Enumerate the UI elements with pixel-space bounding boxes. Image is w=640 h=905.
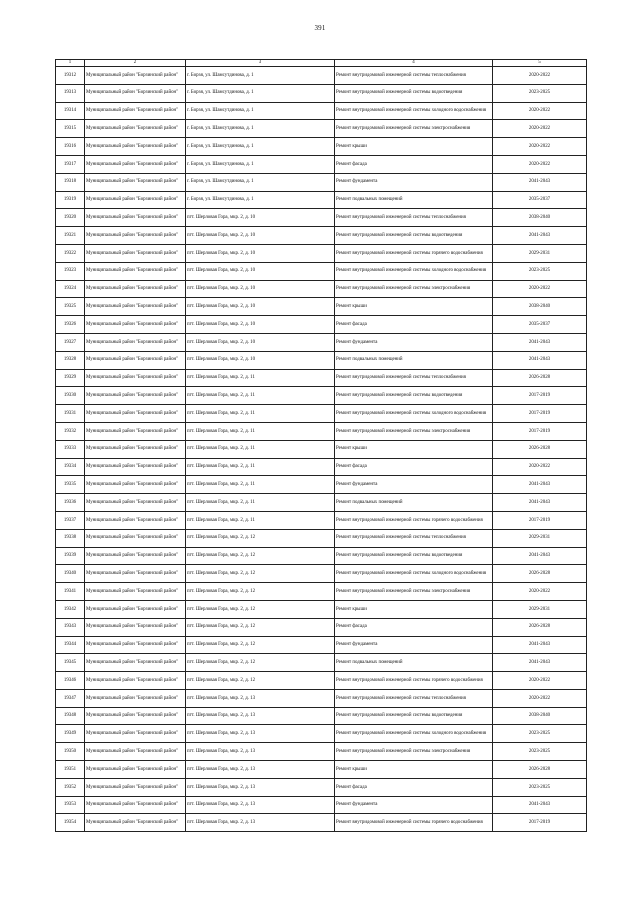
cell-period: 2041-2043 <box>493 547 587 565</box>
cell-period: 2041-2043 <box>493 494 587 512</box>
table-body <box>56 67 587 832</box>
cell-municipality: Муниципальный район "Борзинский район" <box>85 458 186 476</box>
cell-row-number: 19314 <box>56 102 85 120</box>
cell-work-type: Ремонт фасада <box>335 458 493 476</box>
cell-row-number: 19313 <box>56 84 85 102</box>
cell-row-number: 19337 <box>56 511 85 529</box>
cell-row-number: 19330 <box>56 387 85 405</box>
cell-municipality: Муниципальный район "Борзинский район" <box>85 155 186 173</box>
cell-municipality: Муниципальный район "Борзинский район" <box>85 298 186 316</box>
cell-work-type: Ремонт внутридомовой инженерной системы водоотведения <box>335 227 493 245</box>
table-row <box>56 689 587 707</box>
table-row <box>56 84 587 102</box>
cell-period: 2023-2025 <box>493 743 587 761</box>
cell-work-type: Ремонт крыши <box>335 440 493 458</box>
table-row <box>56 814 587 832</box>
cell-municipality: Муниципальный район "Борзинский район" <box>85 138 186 156</box>
cell-municipality: Муниципальный район "Борзинский район" <box>85 84 186 102</box>
cell-address: пгт. Шерловая Гора, мкр. 2, д. 10 <box>186 333 335 351</box>
cell-work-type: Ремонт фундамента <box>335 636 493 654</box>
table-row <box>56 155 587 173</box>
cell-municipality: Муниципальный район "Борзинский район" <box>85 351 186 369</box>
cell-period: 2020-2022 <box>493 583 587 601</box>
cell-period: 2041-2043 <box>493 476 587 494</box>
column-header-period: 5 <box>493 60 587 67</box>
cell-address: г. Борзя, ул. Шамсутдинова, д. 1 <box>186 120 335 138</box>
table-row <box>56 138 587 156</box>
cell-work-type: Ремонт внутридомовой инженерной системы электроснабжения <box>335 422 493 440</box>
cell-municipality: Муниципальный район "Борзинский район" <box>85 654 186 672</box>
cell-work-type: Ремонт внутридомовой инженерной системы электроснабжения <box>335 120 493 138</box>
cell-period: 2041-2043 <box>493 636 587 654</box>
cell-row-number: 19335 <box>56 476 85 494</box>
cell-work-type: Ремонт внутридомовой инженерной системы водоотведения <box>335 84 493 102</box>
cell-address: г. Борзя, ул. Шамсутдинова, д. 1 <box>186 191 335 209</box>
table-row <box>56 316 587 334</box>
table-row <box>56 262 587 280</box>
cell-period: 2026-2028 <box>493 440 587 458</box>
cell-work-type: Ремонт внутридомовой инженерной системы горячего водоснабжения <box>335 672 493 690</box>
cell-address: пгт. Шерловая Гора, мкр. 2, д. 13 <box>186 725 335 743</box>
cell-municipality: Муниципальный район "Борзинский район" <box>85 778 186 796</box>
cell-work-type: Ремонт фасада <box>335 618 493 636</box>
cell-row-number: 19345 <box>56 654 85 672</box>
table-row <box>56 618 587 636</box>
cell-work-type: Ремонт внутридомовой инженерной системы теплоснабжения <box>335 689 493 707</box>
cell-municipality: Муниципальный район "Борзинский район" <box>85 743 186 761</box>
cell-address: г. Борзя, ул. Шамсутдинова, д. 1 <box>186 155 335 173</box>
cell-municipality: Муниципальный район "Борзинский район" <box>85 405 186 423</box>
table-row <box>56 422 587 440</box>
cell-work-type: Ремонт фасада <box>335 155 493 173</box>
repair-schedule-table <box>55 59 587 832</box>
cell-period: 2020-2022 <box>493 458 587 476</box>
cell-municipality: Муниципальный район "Борзинский район" <box>85 227 186 245</box>
table-row <box>56 761 587 779</box>
cell-work-type: Ремонт крыши <box>335 600 493 618</box>
cell-municipality: Муниципальный район "Борзинский район" <box>85 547 186 565</box>
cell-municipality: Муниципальный район "Борзинский район" <box>85 636 186 654</box>
cell-row-number: 19320 <box>56 209 85 227</box>
cell-period: 2041-2043 <box>493 227 587 245</box>
cell-row-number: 19346 <box>56 672 85 690</box>
cell-address: г. Борзя, ул. Шамсутдинова, д. 1 <box>186 138 335 156</box>
cell-address: г. Борзя, ул. Шамсутдинова, д. 1 <box>186 67 335 85</box>
table-row <box>56 547 587 565</box>
cell-work-type: Ремонт внутридомовой инженерной системы электроснабжения <box>335 743 493 761</box>
cell-period: 2023-2025 <box>493 84 587 102</box>
table-row <box>56 120 587 138</box>
cell-municipality: Муниципальный район "Борзинский район" <box>85 209 186 227</box>
cell-period: 2020-2022 <box>493 120 587 138</box>
cell-municipality: Муниципальный район "Борзинский район" <box>85 67 186 85</box>
cell-row-number: 19318 <box>56 173 85 191</box>
cell-work-type: Ремонт подвальных помещений <box>335 654 493 672</box>
cell-period: 2017-2019 <box>493 814 587 832</box>
cell-row-number: 19323 <box>56 262 85 280</box>
table-row <box>56 369 587 387</box>
cell-period: 2020-2022 <box>493 67 587 85</box>
cell-address: пгт. Шерловая Гора, мкр. 2, д. 13 <box>186 796 335 814</box>
cell-work-type: Ремонт внутридомовой инженерной системы горячего водоснабжения <box>335 511 493 529</box>
cell-work-type: Ремонт фундамента <box>335 333 493 351</box>
cell-work-type: Ремонт внутридомовой инженерной системы горячего водоснабжения <box>335 814 493 832</box>
table-row <box>56 600 587 618</box>
cell-address: пгт. Шерловая Гора, мкр. 2, д. 12 <box>186 547 335 565</box>
cell-municipality: Муниципальный район "Борзинский район" <box>85 333 186 351</box>
cell-work-type: Ремонт внутридомовой инженерной системы холодного водоснабжения <box>335 565 493 583</box>
cell-municipality: Муниципальный район "Борзинский район" <box>85 440 186 458</box>
cell-period: 2026-2028 <box>493 565 587 583</box>
cell-address: пгт. Шерловая Гора, мкр. 2, д. 10 <box>186 209 335 227</box>
table-row <box>56 778 587 796</box>
cell-address: пгт. Шерловая Гора, мкр. 2, д. 13 <box>186 707 335 725</box>
table-row <box>56 672 587 690</box>
cell-municipality: Муниципальный район "Борзинский район" <box>85 761 186 779</box>
cell-period: 2029-2031 <box>493 529 587 547</box>
table-row <box>56 387 587 405</box>
cell-work-type: Ремонт крыши <box>335 761 493 779</box>
cell-address: пгт. Шерловая Гора, мкр. 2, д. 13 <box>186 761 335 779</box>
cell-row-number: 19316 <box>56 138 85 156</box>
cell-period: 2020-2022 <box>493 689 587 707</box>
cell-row-number: 19321 <box>56 227 85 245</box>
table-row <box>56 529 587 547</box>
cell-period: 2029-2031 <box>493 600 587 618</box>
cell-period: 2041-2043 <box>493 173 587 191</box>
cell-work-type: Ремонт фундамента <box>335 476 493 494</box>
cell-address: пгт. Шерловая Гора, мкр. 2, д. 12 <box>186 672 335 690</box>
cell-address: пгт. Шерловая Гора, мкр. 2, д. 10 <box>186 316 335 334</box>
cell-address: пгт. Шерловая Гора, мкр. 2, д. 10 <box>186 227 335 245</box>
cell-address: пгт. Шерловая Гора, мкр. 2, д. 11 <box>186 369 335 387</box>
table-row <box>56 102 587 120</box>
cell-work-type: Ремонт внутридомовой инженерной системы горячего водоснабжения <box>335 244 493 262</box>
cell-municipality: Муниципальный район "Борзинский район" <box>85 511 186 529</box>
cell-row-number: 19334 <box>56 458 85 476</box>
cell-address: пгт. Шерловая Гора, мкр. 2, д. 11 <box>186 494 335 512</box>
cell-row-number: 19324 <box>56 280 85 298</box>
cell-row-number: 19351 <box>56 761 85 779</box>
table-row <box>56 173 587 191</box>
cell-municipality: Муниципальный район "Борзинский район" <box>85 280 186 298</box>
cell-address: пгт. Шерловая Гора, мкр. 2, д. 11 <box>186 422 335 440</box>
table-row <box>56 298 587 316</box>
table-row <box>56 583 587 601</box>
cell-period: 2020-2022 <box>493 672 587 690</box>
cell-address: пгт. Шерловая Гора, мкр. 2, д. 11 <box>186 476 335 494</box>
cell-row-number: 19327 <box>56 333 85 351</box>
cell-work-type: Ремонт подвальных помещений <box>335 351 493 369</box>
cell-municipality: Муниципальный район "Борзинский район" <box>85 494 186 512</box>
cell-address: пгт. Шерловая Гора, мкр. 2, д. 12 <box>186 600 335 618</box>
table-row <box>56 796 587 814</box>
table-row <box>56 244 587 262</box>
table-row <box>56 636 587 654</box>
cell-row-number: 19349 <box>56 725 85 743</box>
cell-municipality: Муниципальный район "Борзинский район" <box>85 600 186 618</box>
cell-period: 2017-2019 <box>493 387 587 405</box>
cell-row-number: 19352 <box>56 778 85 796</box>
cell-period: 2020-2022 <box>493 138 587 156</box>
cell-period: 2026-2028 <box>493 618 587 636</box>
cell-address: пгт. Шерловая Гора, мкр. 2, д. 12 <box>186 565 335 583</box>
table-row <box>56 280 587 298</box>
cell-work-type: Ремонт крыши <box>335 138 493 156</box>
cell-period: 2023-2025 <box>493 262 587 280</box>
cell-work-type: Ремонт внутридомовой инженерной системы водоотведения <box>335 387 493 405</box>
cell-row-number: 19315 <box>56 120 85 138</box>
column-header-municipality: 2 <box>85 60 186 67</box>
cell-municipality: Муниципальный район "Борзинский район" <box>85 814 186 832</box>
cell-municipality: Муниципальный район "Борзинский район" <box>85 565 186 583</box>
cell-work-type: Ремонт фасада <box>335 778 493 796</box>
table-row <box>56 654 587 672</box>
cell-municipality: Муниципальный район "Борзинский район" <box>85 369 186 387</box>
cell-municipality: Муниципальный район "Борзинский район" <box>85 672 186 690</box>
cell-period: 2017-2019 <box>493 511 587 529</box>
cell-period: 2026-2028 <box>493 761 587 779</box>
cell-work-type: Ремонт фундамента <box>335 796 493 814</box>
cell-municipality: Муниципальный район "Борзинский район" <box>85 725 186 743</box>
cell-row-number: 19312 <box>56 67 85 85</box>
cell-row-number: 19322 <box>56 244 85 262</box>
table-row <box>56 458 587 476</box>
cell-work-type: Ремонт внутридомовой инженерной системы водоотведения <box>335 707 493 725</box>
cell-municipality: Муниципальный район "Борзинский район" <box>85 529 186 547</box>
cell-period: 2017-2019 <box>493 422 587 440</box>
cell-period: 2035-2037 <box>493 191 587 209</box>
cell-row-number: 19354 <box>56 814 85 832</box>
cell-row-number: 19341 <box>56 583 85 601</box>
cell-address: пгт. Шерловая Гора, мкр. 2, д. 10 <box>186 280 335 298</box>
cell-work-type: Ремонт внутридомовой инженерной системы холодного водоснабжения <box>335 102 493 120</box>
cell-row-number: 19317 <box>56 155 85 173</box>
cell-municipality: Муниципальный район "Борзинский район" <box>85 583 186 601</box>
cell-municipality: Муниципальный район "Борзинский район" <box>85 102 186 120</box>
cell-period: 2035-2037 <box>493 316 587 334</box>
cell-work-type: Ремонт крыши <box>335 298 493 316</box>
cell-address: пгт. Шерловая Гора, мкр. 2, д. 12 <box>186 583 335 601</box>
cell-period: 2041-2043 <box>493 654 587 672</box>
cell-address: пгт. Шерловая Гора, мкр. 2, д. 12 <box>186 654 335 672</box>
cell-municipality: Муниципальный район "Борзинский район" <box>85 387 186 405</box>
cell-work-type: Ремонт внутридомовой инженерной системы электроснабжения <box>335 280 493 298</box>
cell-municipality: Муниципальный район "Борзинский район" <box>85 707 186 725</box>
cell-address: пгт. Шерловая Гора, мкр. 2, д. 11 <box>186 511 335 529</box>
cell-municipality: Муниципальный район "Борзинский район" <box>85 618 186 636</box>
cell-period: 2026-2028 <box>493 369 587 387</box>
cell-work-type: Ремонт внутридомовой инженерной системы теплоснабжения <box>335 209 493 227</box>
table-row <box>56 440 587 458</box>
cell-period: 2038-2040 <box>493 707 587 725</box>
table-row <box>56 511 587 529</box>
cell-period: 2023-2025 <box>493 778 587 796</box>
cell-row-number: 19319 <box>56 191 85 209</box>
cell-work-type: Ремонт внутридомовой инженерной системы теплоснабжения <box>335 67 493 85</box>
page-number: 391 <box>314 24 326 32</box>
table-row <box>56 351 587 369</box>
cell-row-number: 19338 <box>56 529 85 547</box>
cell-municipality: Муниципальный район "Борзинский район" <box>85 262 186 280</box>
cell-period: 2041-2043 <box>493 333 587 351</box>
cell-period: 2041-2043 <box>493 351 587 369</box>
cell-address: пгт. Шерловая Гора, мкр. 2, д. 13 <box>186 689 335 707</box>
cell-work-type: Ремонт внутридомовой инженерной системы водоотведения <box>335 547 493 565</box>
cell-address: пгт. Шерловая Гора, мкр. 2, д. 12 <box>186 636 335 654</box>
table-row <box>56 707 587 725</box>
cell-address: пгт. Шерловая Гора, мкр. 2, д. 13 <box>186 778 335 796</box>
table-row <box>56 405 587 423</box>
cell-row-number: 19339 <box>56 547 85 565</box>
cell-municipality: Муниципальный район "Борзинский район" <box>85 173 186 191</box>
cell-address: пгт. Шерловая Гора, мкр. 2, д. 13 <box>186 814 335 832</box>
cell-row-number: 19325 <box>56 298 85 316</box>
cell-period: 2038-2040 <box>493 298 587 316</box>
cell-municipality: Муниципальный район "Борзинский район" <box>85 689 186 707</box>
table-header-row <box>56 60 587 67</box>
cell-municipality: Муниципальный район "Борзинский район" <box>85 796 186 814</box>
cell-row-number: 19348 <box>56 707 85 725</box>
cell-row-number: 19331 <box>56 405 85 423</box>
cell-row-number: 19353 <box>56 796 85 814</box>
cell-address: пгт. Шерловая Гора, мкр. 2, д. 10 <box>186 262 335 280</box>
cell-row-number: 19343 <box>56 618 85 636</box>
cell-row-number: 19336 <box>56 494 85 512</box>
cell-municipality: Муниципальный район "Борзинский район" <box>85 476 186 494</box>
cell-address: пгт. Шерловая Гора, мкр. 2, д. 12 <box>186 529 335 547</box>
cell-row-number: 19328 <box>56 351 85 369</box>
cell-work-type: Ремонт фасада <box>335 316 493 334</box>
cell-address: пгт. Шерловая Гора, мкр. 2, д. 10 <box>186 298 335 316</box>
table-row <box>56 333 587 351</box>
table-row <box>56 565 587 583</box>
cell-address: пгт. Шерловая Гора, мкр. 2, д. 12 <box>186 618 335 636</box>
cell-address: пгт. Шерловая Гора, мкр. 2, д. 11 <box>186 440 335 458</box>
table-row <box>56 191 587 209</box>
cell-address: пгт. Шерловая Гора, мкр. 2, д. 11 <box>186 387 335 405</box>
table-row <box>56 743 587 761</box>
cell-address: пгт. Шерловая Гора, мкр. 2, д. 10 <box>186 351 335 369</box>
cell-period: 2020-2022 <box>493 155 587 173</box>
cell-period: 2038-2040 <box>493 209 587 227</box>
cell-work-type: Ремонт внутридомовой инженерной системы холодного водоснабжения <box>335 725 493 743</box>
cell-municipality: Муниципальный район "Борзинский район" <box>85 120 186 138</box>
table-row <box>56 209 587 227</box>
cell-work-type: Ремонт внутридомовой инженерной системы холодного водоснабжения <box>335 405 493 423</box>
cell-work-type: Ремонт внутридомовой инженерной системы холодного водоснабжения <box>335 262 493 280</box>
table-row <box>56 67 587 85</box>
table-row <box>56 476 587 494</box>
cell-address: пгт. Шерловая Гора, мкр. 2, д. 10 <box>186 244 335 262</box>
cell-address: г. Борзя, ул. Шамсутдинова, д. 1 <box>186 102 335 120</box>
cell-row-number: 19333 <box>56 440 85 458</box>
cell-address: пгт. Шерловая Гора, мкр. 2, д. 11 <box>186 458 335 476</box>
cell-period: 2020-2022 <box>493 280 587 298</box>
cell-municipality: Муниципальный район "Борзинский район" <box>85 316 186 334</box>
cell-row-number: 19332 <box>56 422 85 440</box>
cell-work-type: Ремонт фундамента <box>335 173 493 191</box>
cell-municipality: Муниципальный район "Борзинский район" <box>85 422 186 440</box>
cell-work-type: Ремонт внутридомовой инженерной системы теплоснабжения <box>335 369 493 387</box>
cell-address: пгт. Шерловая Гора, мкр. 2, д. 13 <box>186 743 335 761</box>
cell-period: 2041-2043 <box>493 796 587 814</box>
cell-address: пгт. Шерловая Гора, мкр. 2, д. 11 <box>186 405 335 423</box>
cell-row-number: 19340 <box>56 565 85 583</box>
cell-address: г. Борзя, ул. Шамсутдинова, д. 1 <box>186 173 335 191</box>
cell-row-number: 19350 <box>56 743 85 761</box>
cell-work-type: Ремонт внутридомовой инженерной системы теплоснабжения <box>335 529 493 547</box>
column-header-work-type: 4 <box>335 60 493 67</box>
cell-row-number: 19326 <box>56 316 85 334</box>
column-header-address: 3 <box>186 60 335 67</box>
cell-row-number: 19347 <box>56 689 85 707</box>
cell-period: 2023-2025 <box>493 725 587 743</box>
cell-row-number: 19329 <box>56 369 85 387</box>
table-row <box>56 227 587 245</box>
cell-row-number: 19342 <box>56 600 85 618</box>
cell-municipality: Муниципальный район "Борзинский район" <box>85 244 186 262</box>
cell-period: 2020-2022 <box>493 102 587 120</box>
cell-row-number: 19344 <box>56 636 85 654</box>
cell-work-type: Ремонт подвальных помещений <box>335 494 493 512</box>
cell-work-type: Ремонт подвальных помещений <box>335 191 493 209</box>
cell-period: 2029-2031 <box>493 244 587 262</box>
cell-address: г. Борзя, ул. Шамсутдинова, д. 1 <box>186 84 335 102</box>
table-row <box>56 725 587 743</box>
cell-work-type: Ремонт внутридомовой инженерной системы электроснабжения <box>335 583 493 601</box>
column-header-number: 1 <box>56 60 85 67</box>
cell-period: 2017-2019 <box>493 405 587 423</box>
table-row <box>56 494 587 512</box>
cell-municipality: Муниципальный район "Борзинский район" <box>85 191 186 209</box>
